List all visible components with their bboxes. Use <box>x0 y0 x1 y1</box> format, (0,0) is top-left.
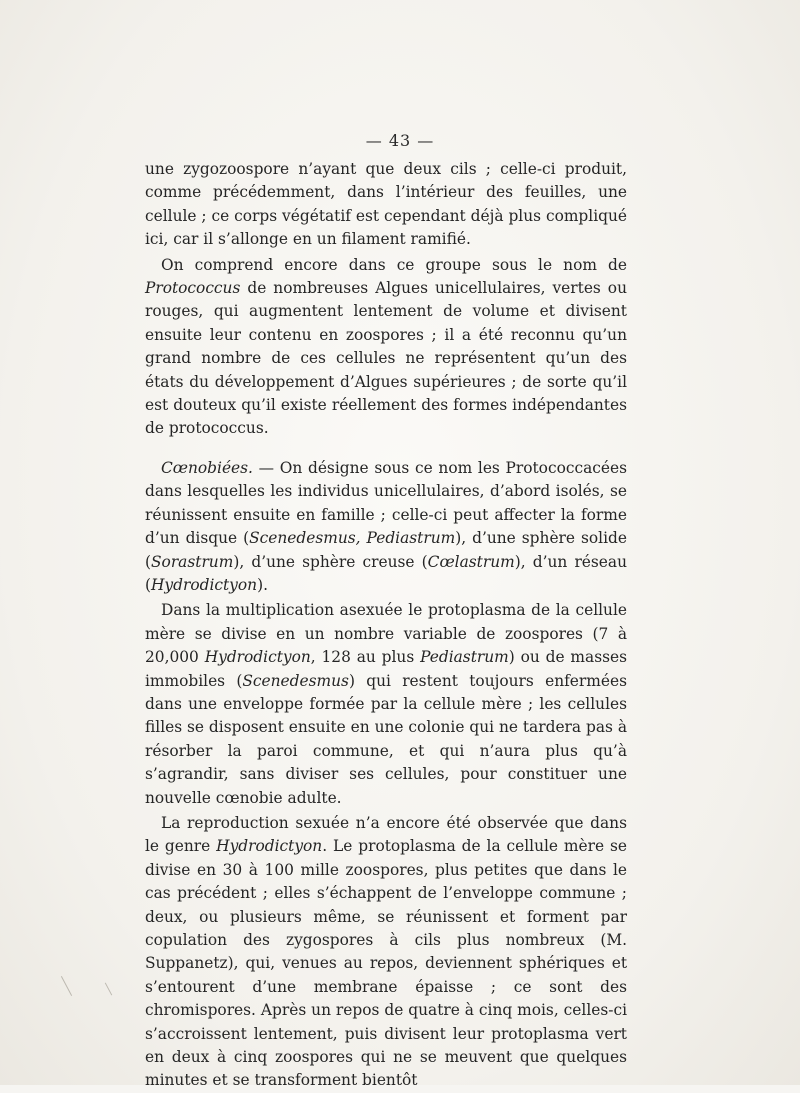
text-run: — On désigne sous ce nom les Protococcacées dans lesquelles les individus unicellulaires, d’abord isolés, se réunissent ensuite en famille ; celle-ci peut affecter la forme d’un disque ( <box>145 458 627 548</box>
italic-term: Cœnobiées. <box>161 458 253 477</box>
text-run: . Le protoplasma de la cellule mère se divise en 30 à 100 mille zoospores, plus petites que dans le cas précédent ; elles s’échappent de l’enveloppe commune ; deux, ou plusieurs même, se réunissent et forment par copulation des zygospores à cils plus nombreux (M. Suppanetz), qui, venues au repos, deviennent sphériques et s’entourent d’une membrane épaisse ; ce sont des chromispores. Après un repos de quatre à cinq mois, celles-ci s’accroissent lentement, puis divisent leur protoplasma vert en deux à cinq zoospores qui ne se meuvent que quelques minutes et se transforment bientôt <box>145 837 628 1090</box>
italic-term: Sorastrum <box>151 552 234 571</box>
text-run: ), d’une sphère creuse ( <box>233 552 428 571</box>
paragraph-2 <box>145 254 627 441</box>
paragraph-1 <box>145 158 627 252</box>
italic-term: Cœlastrum <box>427 552 515 571</box>
italic-term: Scenedesmus <box>242 671 349 690</box>
margin-speck-mark <box>105 983 112 996</box>
text-run: ). <box>257 575 268 594</box>
text-run: ), d’une sphère solide ( <box>145 529 627 571</box>
text-run: ) qui restent toujours enfermées dans une enveloppe formée par la cellule mère ; les cellules filles se disposent ensuite en une colonie qui ne tardera pas à résorber la paroi commune, et qui n’aura plus qu’à s’agrandir, sans diviser ses cellules, pour constituer une nouvelle cœnobie adulte. <box>145 671 627 807</box>
text-run: ) ou de masses immobiles ( <box>145 648 627 690</box>
text-run: ), d’un réseau ( <box>145 552 628 594</box>
text-run: , 128 au plus <box>310 648 421 667</box>
text-run: On comprend encore dans ce groupe sous le nom de <box>161 255 627 274</box>
italic-term: Hydrodictyon <box>204 648 311 667</box>
italic-term: Pediastrum <box>420 648 509 667</box>
body-text <box>145 158 627 1093</box>
margin-speck-mark <box>61 976 72 996</box>
paragraph-3 <box>145 457 627 597</box>
italic-term: Scenedesmus, Pediastrum <box>249 529 456 548</box>
italic-term: Hydrodictyon <box>151 575 258 594</box>
text-run: La reproduction sexuée n’a encore été observée que dans le genre <box>145 813 627 856</box>
paragraph-5 <box>145 812 627 1093</box>
page-number: — 43 — <box>365 131 435 150</box>
italic-term: Hydrodictyon <box>216 837 323 856</box>
text-run: de nombreuses Algues unicellulaires, vertes ou rouges, qui augmentent lentement de volume et divisent ensuite leur contenu en zoospores ; il a été reconnu qu’un grand nombre de ces cellules ne représentent qu’un des états du développement d’Algues supérieures ; de sorte qu’il est douteux qu’il existe réellement des formes indépendantes de protococcus. <box>145 279 627 438</box>
text-run: Dans la multiplication asexuée le protoplasma de la cellule mère se divise en un nombre variable de zoospores (7 à 20,000 <box>145 601 627 667</box>
italic-term: Protococcus <box>145 279 241 298</box>
text-run: une zygozoospore n’ayant que deux cils ; celle-ci produit, comme précédemment, dans l’intérieur des feuilles, une cellule ; ce corps végétatif est cependant déjà plus compliqué ici, car il s’allonge en un filament ramifié. <box>145 160 627 249</box>
paragraph-4 <box>145 599 627 810</box>
